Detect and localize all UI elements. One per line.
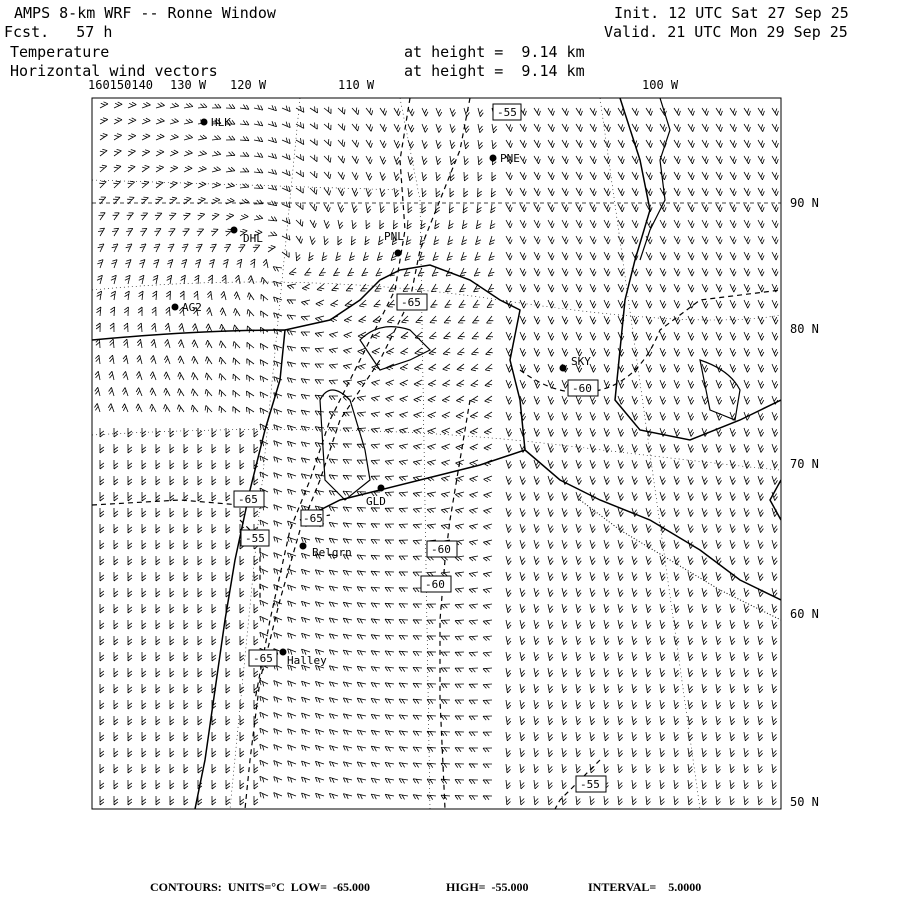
map-title: AMPS 8-km WRF -- Ronne Window: [14, 4, 276, 22]
init-time: Init. 12 UTC Sat 27 Sep 25: [614, 4, 849, 22]
island-outline: [320, 390, 370, 500]
island-outline: [360, 327, 430, 370]
station-label: Halley: [287, 654, 327, 667]
lon-label: 110 W: [338, 78, 375, 92]
lon-label: 120 W: [230, 78, 267, 92]
station-marker: [560, 365, 567, 372]
field-wind-height: at height = 9.14 km: [404, 62, 585, 80]
lon-label: 160150140: [88, 78, 154, 92]
coastline-peninsula: [615, 98, 781, 440]
station-marker: [201, 119, 208, 126]
temperature-contour: [520, 290, 781, 393]
wind-barbs: [95, 102, 779, 805]
station-marker: [231, 227, 238, 234]
station-marker: [172, 304, 179, 311]
coastline: [92, 330, 285, 809]
station-label: DHL: [243, 232, 263, 245]
station-marker: [280, 649, 287, 656]
lat-label: 50 N: [790, 795, 819, 809]
contour-label: -60: [425, 578, 445, 591]
field-wind: Horizontal wind vectors: [10, 62, 218, 80]
station-label: GLD: [366, 495, 386, 508]
contour-label: -60: [431, 543, 451, 556]
station-label: AG2: [182, 301, 202, 314]
lat-label: 90 N: [790, 196, 819, 210]
contour-label: -55: [245, 532, 265, 545]
footer-high: HIGH= -55.000: [446, 880, 529, 894]
footer-contours: CONTOURS: UNITS=°C LOW= -65.000: [150, 880, 370, 894]
temperature-contour: [255, 98, 410, 700]
island-outline: [700, 360, 740, 420]
ice-edge: [580, 500, 781, 620]
contour-label: -55: [497, 106, 517, 119]
station-label: HLK: [211, 116, 231, 129]
contour-label: -65: [303, 512, 323, 525]
station-label: Belgrn: [312, 546, 352, 559]
lat-label: 80 N: [790, 322, 819, 336]
station-marker: [395, 250, 402, 257]
station-label: PNL: [384, 230, 404, 243]
contour-label: -65: [401, 296, 421, 309]
wind-vector-field: [95, 102, 779, 805]
contour-label: -65: [238, 493, 258, 506]
lon-label: 130 W: [170, 78, 207, 92]
contour-label: -60: [572, 382, 592, 395]
station-label: SKY: [571, 355, 591, 368]
forecast-hour: Fcst. 57 h: [4, 23, 113, 41]
field-temperature: Temperature: [10, 43, 110, 61]
graticule-line: [92, 180, 781, 320]
valid-time: Valid. 21 UTC Mon 29 Sep 25: [604, 23, 848, 41]
lat-label: 60 N: [790, 607, 819, 621]
contour-label: -65: [253, 652, 273, 665]
contour-label: -55: [580, 778, 600, 791]
station-marker: [300, 543, 307, 550]
field-temperature-height: at height = 9.14 km: [404, 43, 585, 61]
footer-interval: INTERVAL= 5.0000: [588, 880, 702, 894]
station-marker: [490, 155, 497, 162]
lat-label: 70 N: [790, 457, 819, 471]
station-marker: [378, 485, 385, 492]
station-label: PNE: [500, 152, 520, 165]
lon-label: 100 W: [642, 78, 679, 92]
